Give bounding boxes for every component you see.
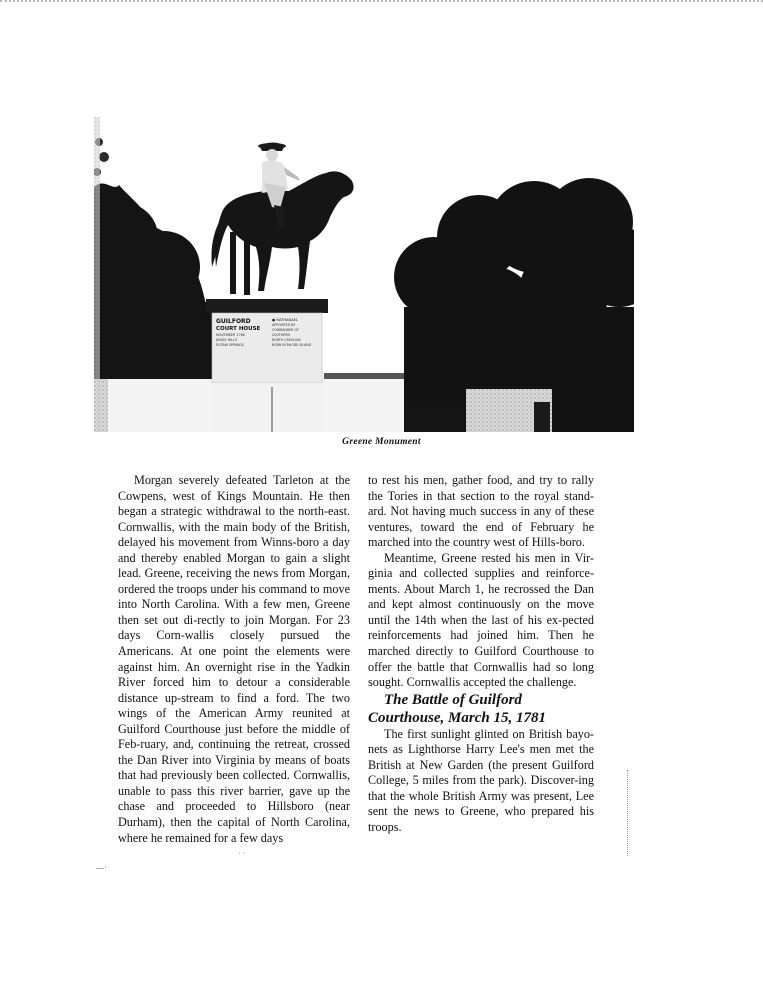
svg-text:GUILFORD: GUILFORD — [216, 318, 251, 325]
monument-pedestal — [206, 299, 328, 432]
svg-text:COMMANDER OF: COMMANDER OF — [272, 328, 299, 332]
right-paragraph-continuation: to rest his men, gather food, and try to rally the Tories in that section to the royal stand-ard. Not having much success in any of these ventures, toward the end of February he marched into the country west of Hills-boro. — [368, 473, 594, 550]
svg-text:SOUTHERN: SOUTHERN — [272, 333, 290, 337]
svg-text:BORN IN RHODE ISLAND: BORN IN RHODE ISLAND — [272, 343, 312, 347]
svg-text:● NATHANAEL: ● NATHANAEL — [272, 318, 298, 322]
svg-text:EUTAW SPRINGS: EUTAW SPRINGS — [216, 343, 244, 347]
photo-caption: Greene Monument — [342, 437, 421, 447]
svg-text:NORTH CAROLINA: NORTH CAROLINA — [272, 338, 301, 342]
scan-smudge: —· — [96, 863, 107, 872]
left-paragraph-1: Morgan severely defeated Tarleton at the Cowpens, west of Kings Mountain. He then began a strategic withdrawal to the north-east. Cornwallis, with the main body of the British, delayed his movement from Winns-boro a day and thereby enabled Morgan to gain a slight lead. Greene, receiving the news from Morgan, ordered the troops under his command to move into North Carolina. With a few men, Greene then set out di-rectly to join Morgan. For 23 days Corn-wallis closely pursued the Americans. At one point the elements were against him. An overnight rise in the Yadkin River forced him to detour a considerable distance up-stream to find a ford. The two wings of the American Army reunited at Guilford Courthouse just before the middle of Feb-ruary, and, continuing the retreat, crossed the Dan River into Virginia by means of boats that had previously been collected. Cornwallis, unable to pass this river barrier, gave up the chase and proceeded to Hillsboro (near Durham), then the capital of North Carolina, where he remained for a few days — [118, 473, 350, 845]
page-top-border — [0, 0, 763, 5]
svg-text:NOVEMBER 1780: NOVEMBER 1780 — [216, 333, 246, 337]
right-column — [368, 473, 594, 835]
svg-text:KINGS HILLS: KINGS HILLS — [216, 338, 238, 342]
right-paragraph-3: The first sunlight glinted on British bayo-nets as Lighthorse Harry Lee's men met the British at New Garden (the present Guilford College, 5 miles from the park). Discover-ing that the whole British Army was present, Lee sent the news to Greene, who prepared his troops. — [368, 726, 594, 834]
svg-text:COURT HOUSE: COURT HOUSE — [216, 326, 261, 332]
svg-text:APPOINTED BY: APPOINTED BY — [272, 323, 296, 327]
scan-smudge: ˙ ˙ — [238, 851, 246, 860]
greene-monument-photo — [94, 117, 634, 432]
right-paragraph-2: Meantime, Greene rested his men in Vir-ginia and collected supplies and reinforce-ments. About March 1, he recrossed the Dan and kept almost continuously on the move until the 14th when the last of his ex-pected reinforcements had joined him. Then he marched directly to Guilford Courthouse to offer the battle that Cornwallis had so long sought. Cornwallis accepted the challenge. — [368, 550, 594, 690]
section-heading: The Battle of Guilford Courthouse, March 15, 1781 — [368, 691, 546, 726]
scan-edge-mark — [627, 770, 629, 856]
left-column — [118, 473, 350, 846]
